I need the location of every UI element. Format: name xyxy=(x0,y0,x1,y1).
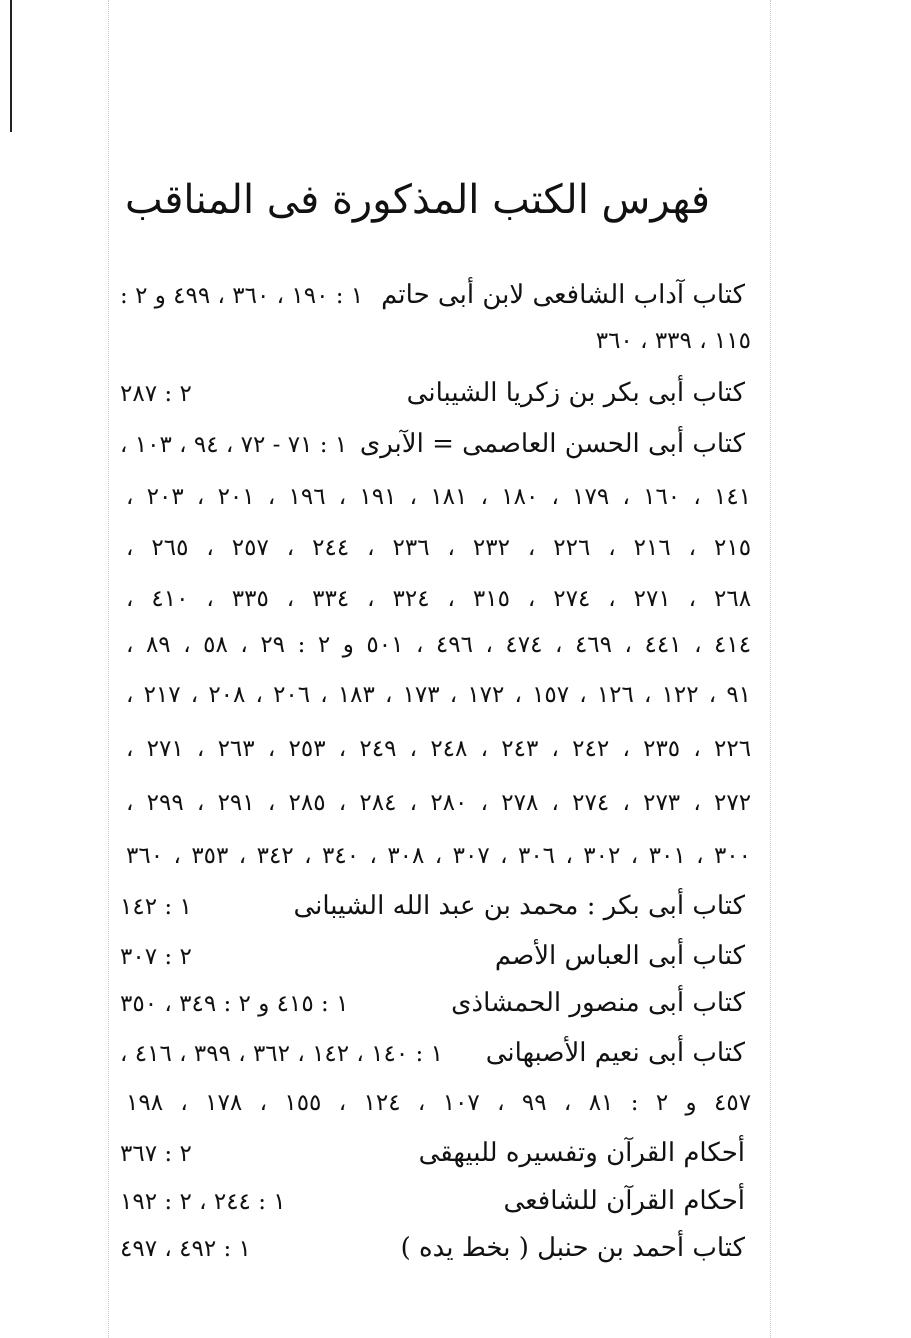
entry-references: ٢ : ٣٠٧ xyxy=(120,944,192,970)
index-entry xyxy=(120,1178,745,1224)
index-entry xyxy=(120,933,745,979)
entry-title: أحكام القرآن للشافعى xyxy=(503,1186,745,1216)
index-entry xyxy=(120,1130,745,1176)
entry-continuation: ١٤١ ، ١٦٠ ، ١٧٩ ، ١٨٠ ، ١٨١ ، ١٩١ ، ١٩٦ ، ٢٠١ ، ٢٠٣ ، xyxy=(126,484,751,510)
entry-continuation: ٢٦٨ ، ٢٧١ ، ٢٧٤ ، ٣١٥ ، ٣٢٤ ، ٣٣٤ ، ٣٣٥ ، ٤١٠ ، xyxy=(126,586,751,612)
entry-title: كتاب أبى بكر : محمد بن عبد الله الشيبانى xyxy=(293,891,745,921)
entry-continuation: ٢٢٦ ، ٢٣٥ ، ٢٤٢ ، ٢٤٣ ، ٢٤٨ ، ٢٤٩ ، ٢٥٣ ، ٢٦٣ ، ٢٧١ ، xyxy=(126,736,751,762)
entry-references: ١ : ٤١٥ و ٢ : ٣٤٩ ، ٣٥٠ xyxy=(120,991,349,1017)
index-entry xyxy=(120,980,745,1026)
entry-references: ١ : ١٤٠ ، ١٤٢ ، ٣٦٢ ، ٣٩٩ ، ٤١٦ ، xyxy=(120,1041,443,1067)
entry-references: ٢ : ٢٨٧ xyxy=(120,381,192,407)
entry-title: كتاب أحمد بن حنبل ( بخط يده ) xyxy=(400,1233,745,1263)
index-entry xyxy=(120,272,745,318)
entry-references: ١ : ٤٩٢ ، ٤٩٧ xyxy=(120,1236,251,1262)
entry-references: ١ : ٧١ - ٧٢ ، ٩٤ ، ١٠٣ ، xyxy=(120,432,348,458)
index-entry xyxy=(120,1030,745,1076)
entry-continuation: ٣٠٠ ، ٣٠١ ، ٣٠٢ ، ٣٠٦ ، ٣٠٧ ، ٣٠٨ ، ٣٤٠ ، ٣٤٢ ، ٣٥٣ ، ٣٦٠ xyxy=(126,843,751,869)
entry-continuation: ٤١٤ ، ٤٤١ ، ٤٦٩ ، ٤٧٤ ، ٤٩٦ ، ٥٠١ و ٢ : ٢٩ ، ٥٨ ، ٨٩ ، xyxy=(126,632,751,658)
entry-title: كتاب أبى الحسن العاصمى = الآبرى xyxy=(359,429,745,459)
entry-continuation: ١١٥ ، ٣٣٩ ، ٣٦٠ xyxy=(595,328,751,354)
entry-title: كتاب آداب الشافعى لابن أبى حاتم xyxy=(381,280,745,310)
entry-continuation: ٢١٥ ، ٢١٦ ، ٢٢٦ ، ٢٣٢ ، ٢٣٦ ، ٢٤٤ ، ٢٥٧ ، ٢٦٥ ، xyxy=(126,535,751,561)
entry-title: كتاب أبى منصور الحمشاذى xyxy=(451,988,745,1018)
entry-continuation: ٩١ ، ١٢٢ ، ١٢٦ ، ١٥٧ ، ١٧٢ ، ١٧٣ ، ١٨٣ ، ٢٠٦ ، ٢٠٨ ، ٢١٧ ، xyxy=(126,682,751,708)
index-entry xyxy=(120,421,745,467)
entry-title: كتاب أبى العباس الأصم xyxy=(494,941,745,971)
entry-references: ١ : ٢٤٤ ، ٢ : ١٩٢ xyxy=(120,1189,286,1215)
index-entry xyxy=(120,883,745,929)
entry-references: ٢ : ٣٦٧ xyxy=(120,1141,192,1167)
entry-title: كتاب أبى نعيم الأصبهانى xyxy=(485,1038,745,1068)
entry-references: ١ : ١٤٢ xyxy=(120,894,192,920)
entry-continuation: ٤٥٧ و ٢ : ٨١ ، ٩٩ ، ١٠٧ ، ١٢٤ ، ١٥٥ ، ١٧٨ ، ١٩٨ xyxy=(126,1090,751,1116)
page-title: فهرس الكتب المذكورة فى المناقب xyxy=(125,177,710,223)
entry-title: أحكام القرآن وتفسيره للبيهقى xyxy=(418,1138,745,1168)
entry-continuation: ٢٧٢ ، ٢٧٣ ، ٢٧٤ ، ٢٧٨ ، ٢٨٠ ، ٢٨٤ ، ٢٨٥ ، ٢٩١ ، ٢٩٩ ، xyxy=(126,790,751,816)
entry-title: كتاب أبى بكر بن زكريا الشيبانى xyxy=(406,378,745,408)
index-entry xyxy=(120,370,745,416)
index-entry xyxy=(120,1225,745,1271)
entry-references: ١ : ١٩٠ ، ٣٦٠ ، ٤٩٩ و ٢ : xyxy=(120,283,364,309)
